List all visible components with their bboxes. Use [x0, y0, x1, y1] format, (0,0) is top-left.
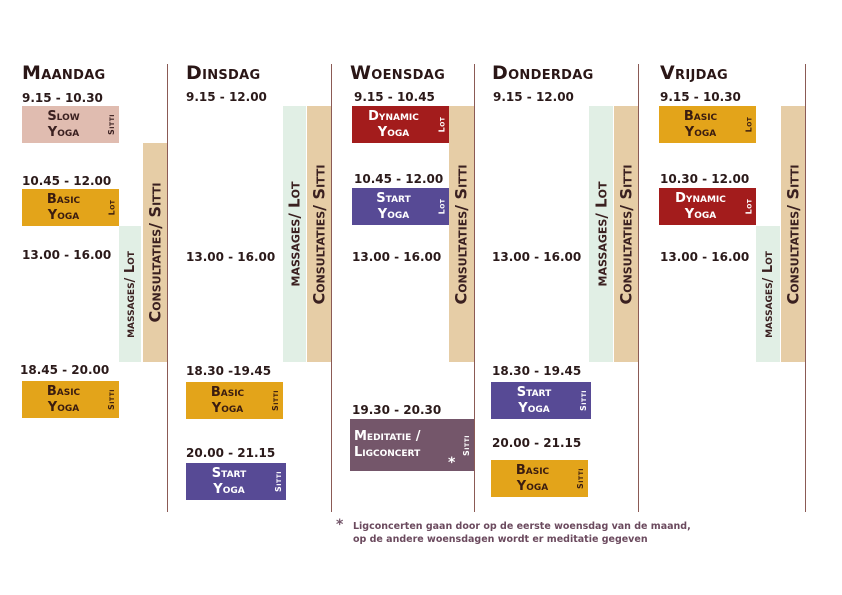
time-slot: 13.00 - 16.00	[186, 250, 276, 264]
class-block-basic-yoga[interactable]	[22, 189, 119, 226]
teacher-label: Lot	[107, 199, 117, 216]
consultaties-label: Consultaties/ Sitti	[145, 182, 165, 323]
column-divider	[331, 64, 332, 512]
footnote	[336, 517, 691, 546]
class-name: Yoga	[377, 124, 410, 140]
class-name: Start	[211, 465, 247, 481]
class-name: Start	[376, 190, 411, 206]
class-block-dynamic-yoga[interactable]	[659, 188, 756, 225]
class-block-basic-yoga[interactable]	[491, 460, 588, 497]
class-name: Basic	[683, 108, 718, 124]
class-name: Basic	[210, 384, 245, 400]
class-block-start-yoga[interactable]	[491, 382, 591, 419]
consultaties-label: Consultaties/ Sitti	[616, 163, 636, 305]
column-divider	[638, 64, 639, 512]
class-name: Yoga	[211, 400, 244, 416]
day-header-dinsdag: Dinsdag	[186, 62, 261, 84]
massages-label: massages/ Lot	[760, 250, 776, 338]
column-divider	[805, 64, 806, 512]
massages-bar	[589, 106, 613, 362]
class-name: Basic	[515, 462, 550, 478]
consultaties-bar	[449, 106, 474, 362]
time-slot: 9.15 - 10.30	[22, 91, 103, 105]
massages-bar	[283, 106, 306, 362]
consultaties-label: Consultaties/ Sitti	[309, 163, 329, 305]
column-divider	[474, 64, 475, 512]
consultaties-label: Consultaties/ Sitti	[783, 163, 803, 305]
massages-label: massages/ Lot	[285, 181, 304, 287]
consultaties-bar	[614, 106, 638, 362]
day-header-vrijdag: Vrijdag	[660, 62, 729, 84]
day-header-maandag: Maandag	[22, 62, 106, 84]
class-name: Meditatie /	[354, 429, 421, 444]
class-name: Start	[516, 384, 552, 400]
massages-label: massages/ Lot	[592, 181, 610, 287]
consultaties-bar	[307, 106, 331, 362]
consultaties-bar	[143, 143, 167, 362]
teacher-label: Sitti	[576, 467, 586, 490]
class-name: Yoga	[518, 400, 550, 416]
class-block-basic-yoga[interactable]	[659, 106, 756, 143]
class-name: Yoga	[47, 399, 80, 415]
time-slot: 13.00 - 16.00	[22, 248, 112, 262]
class-block-slow-yoga[interactable]	[22, 106, 119, 143]
teacher-label: Sitti	[579, 389, 589, 412]
teacher-label: Lot	[437, 116, 447, 133]
time-slot: 19.30 - 20.30	[352, 403, 442, 417]
class-name: Dynamic	[368, 108, 419, 124]
class-name: Slow	[47, 108, 80, 124]
time-slot: 9.15 - 12.00	[493, 90, 574, 104]
class-name: Yoga	[516, 478, 549, 494]
teacher-label: Sitti	[462, 434, 472, 456]
asterisk-icon: *	[336, 517, 344, 533]
footnote-line: Ligconcerten gaan door op de eerste woensdag van de maand,	[353, 521, 691, 532]
time-slot: 9.15 - 12.00	[186, 90, 267, 104]
consultaties-label: Consultaties/ Sitti	[452, 163, 472, 305]
class-block-start-yoga[interactable]	[352, 188, 449, 225]
time-slot: 13.00 - 16.00	[492, 250, 582, 264]
teacher-label: Lot	[437, 198, 447, 215]
teacher-label: Sitti	[274, 470, 284, 493]
class-name: Yoga	[684, 206, 717, 222]
teacher-label: Sitti	[107, 388, 117, 411]
time-slot: 18.30 -19.45	[186, 364, 272, 378]
class-block-dynamic-yoga[interactable]	[352, 106, 449, 143]
class-name: Yoga	[47, 124, 80, 140]
massages-bar	[119, 226, 141, 362]
class-name: Basic	[46, 383, 81, 399]
class-name: Yoga	[213, 481, 245, 497]
day-header-woensdag: Woensdag	[350, 62, 446, 84]
time-slot: 13.00 - 16.00	[352, 250, 442, 264]
massages-bar	[756, 226, 780, 362]
class-name: Dynamic	[675, 190, 726, 206]
asterisk-icon: *	[448, 455, 456, 471]
time-slot: 9.15 - 10.30	[660, 90, 741, 104]
time-slot: 18.45 - 20.00	[20, 363, 110, 377]
class-name: Yoga	[377, 206, 410, 222]
teacher-label: Lot	[744, 116, 754, 133]
class-block-meditatie-ligconcert[interactable]	[350, 419, 474, 471]
time-slot: 20.00 - 21.15	[492, 436, 582, 450]
time-slot: 10.45 - 12.00	[354, 172, 444, 186]
time-slot: 10.45 - 12.00	[22, 174, 112, 188]
time-slot: 13.00 - 16.00	[660, 250, 750, 264]
class-block-basic-yoga[interactable]	[22, 381, 119, 418]
consultaties-bar	[781, 106, 805, 362]
class-name: Basic	[46, 191, 81, 207]
teacher-label: Sitti	[107, 113, 117, 136]
teacher-label: Sitti	[271, 389, 281, 412]
time-slot: 20.00 - 21.15	[186, 446, 276, 460]
class-name: Yoga	[684, 124, 717, 140]
class-block-basic-yoga[interactable]	[186, 382, 283, 419]
time-slot: 9.15 - 10.45	[354, 90, 435, 104]
day-header-donderdag: Donderdag	[492, 62, 594, 84]
class-name: Ligconcert	[354, 445, 421, 460]
class-block-start-yoga[interactable]	[186, 463, 286, 500]
massages-label: massages/ Lot	[122, 250, 138, 338]
column-divider	[167, 64, 168, 512]
footnote-line: op de andere woensdagen wordt er meditatie gegeven	[353, 534, 648, 545]
class-name: Yoga	[47, 207, 80, 223]
time-slot: 10.30 - 12.00	[660, 172, 750, 186]
teacher-label: Lot	[744, 198, 754, 215]
time-slot: 18.30 - 19.45	[492, 364, 582, 378]
